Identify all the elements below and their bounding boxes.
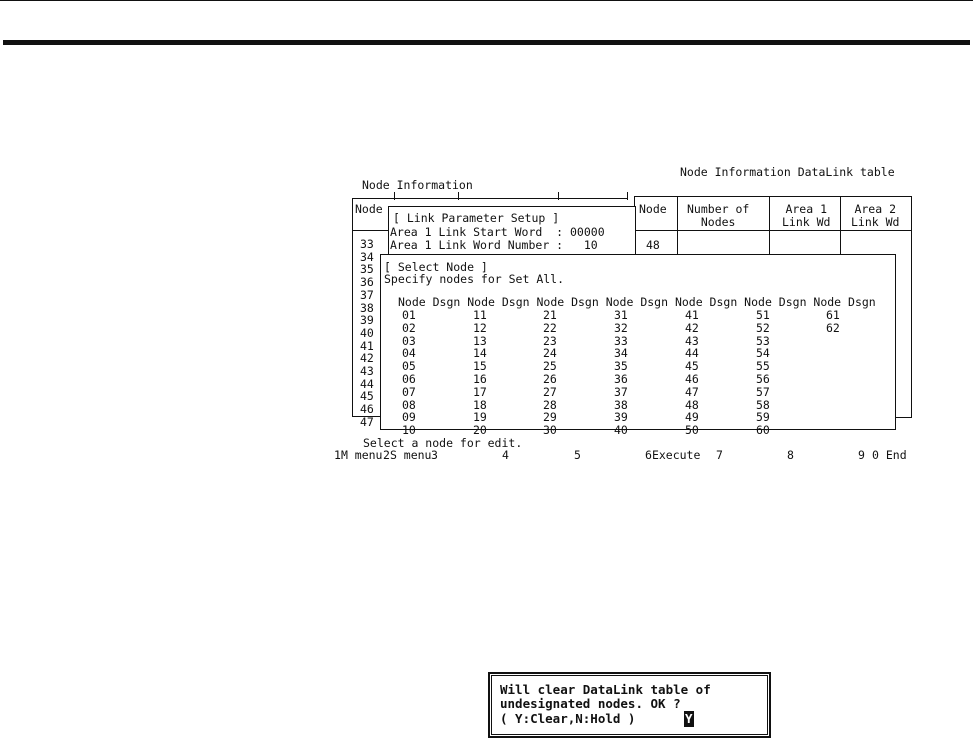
function-key-number: 7 [716, 448, 723, 462]
clear-confirm-dialog [488, 672, 771, 738]
node-option[interactable]: 61 [826, 308, 840, 322]
node-option[interactable]: 34 [614, 346, 628, 361]
cursor-char[interactable]: Y [685, 711, 693, 726]
datalink-table-title: Node Information DataLink table [680, 165, 895, 179]
node-option[interactable]: 56 [756, 372, 770, 386]
link-param-title: [ Link Parameter Setup ] [393, 211, 560, 225]
node-row-number[interactable]: 45 [360, 389, 374, 404]
node-option[interactable]: 54 [756, 346, 770, 361]
dl-header-number-of-nodes: Number of Nodes [687, 202, 750, 229]
area1-link-word-number[interactable]: Area 1 Link Word Number : 10 [390, 238, 598, 252]
node-option[interactable]: 10 [402, 423, 416, 438]
node-option[interactable]: 23 [543, 333, 557, 348]
node-option[interactable]: 48 [685, 397, 699, 412]
node-option[interactable]: 53 [756, 333, 770, 348]
node-row-number[interactable]: 42 [360, 351, 374, 366]
node-option[interactable]: 47 [685, 384, 699, 399]
function-key-1[interactable] [334, 449, 382, 462]
dialog-line-3: ( Y:Clear,N:Hold ) [500, 711, 636, 726]
node-row-number[interactable]: 34 [360, 249, 374, 264]
node-option[interactable]: 11 [473, 308, 487, 322]
function-key-4[interactable] [502, 449, 509, 462]
node-option[interactable]: 36 [614, 372, 628, 386]
node-option[interactable]: 28 [543, 397, 557, 412]
node-option[interactable]: 40 [614, 423, 628, 438]
function-key-2[interactable] [383, 449, 431, 462]
function-key-label: S menu [389, 448, 432, 462]
node-option[interactable]: 05 [402, 359, 416, 374]
node-option[interactable]: 22 [543, 320, 557, 335]
node-option[interactable]: 43 [685, 333, 699, 348]
select-node-title: [ Select Node ] [384, 260, 488, 274]
node-option[interactable]: 50 [685, 423, 699, 438]
node-option[interactable]: 51 [756, 308, 770, 322]
node-option[interactable]: 26 [543, 372, 557, 386]
node-option[interactable]: 38 [614, 397, 628, 412]
node-option[interactable]: 17 [473, 384, 487, 399]
node-option[interactable]: 07 [402, 384, 416, 399]
function-key-number: 0 [872, 448, 879, 462]
node-option[interactable]: 55 [756, 359, 770, 374]
node-row-number[interactable]: 35 [360, 262, 374, 277]
node-row-number[interactable]: 47 [360, 414, 374, 429]
node-option[interactable]: 18 [473, 397, 487, 412]
function-key-3[interactable] [431, 449, 438, 462]
function-key-number: 1 [334, 448, 341, 462]
function-key-number: 8 [787, 448, 794, 462]
node-option[interactable]: 44 [685, 346, 699, 361]
dl-header-node: Node [639, 202, 667, 216]
node-option[interactable]: 33 [614, 333, 628, 348]
node-row-number[interactable]: 36 [360, 275, 374, 290]
node-option[interactable]: 02 [402, 320, 416, 335]
top-rule [0, 0, 973, 1]
function-key-number: 5 [574, 448, 581, 462]
node-row-number[interactable]: 44 [360, 376, 374, 391]
dialog-line-2: undesignated nodes. OK ? [500, 696, 681, 711]
node-option[interactable]: 41 [685, 308, 699, 322]
dl-header-area1-link-wd: Area 1 Link Wd [782, 202, 831, 229]
node-option[interactable]: 21 [543, 308, 557, 322]
dialog-input-cursor[interactable] [684, 711, 694, 727]
node-option[interactable]: 31 [614, 308, 628, 322]
node-option[interactable]: 06 [402, 372, 416, 386]
node-option[interactable]: 16 [473, 372, 487, 386]
dl-header-area2-link-wd: Area 2 Link Wd [851, 202, 900, 229]
node-option[interactable]: 15 [473, 359, 487, 374]
function-key-label: Execute [651, 448, 701, 462]
header-rule [3, 40, 970, 45]
node-row-number[interactable]: 40 [360, 325, 374, 340]
function-key-6[interactable] [645, 449, 700, 462]
node-option[interactable]: 13 [473, 333, 487, 348]
node-option[interactable]: 29 [543, 410, 557, 425]
select-node-panel [380, 254, 896, 438]
function-key-number: 4 [502, 448, 509, 462]
node-option[interactable]: 39 [614, 410, 628, 425]
node-row-number[interactable]: 43 [360, 364, 374, 378]
node-option[interactable]: 08 [402, 397, 416, 412]
node-option[interactable]: 37 [614, 384, 628, 399]
node-option[interactable]: 32 [614, 320, 628, 335]
function-key-label: End [885, 448, 907, 462]
select-node-subtitle: Specify nodes for Set All. [384, 272, 565, 286]
node-row-number[interactable]: 46 [360, 402, 374, 417]
function-key-number: 6 [645, 448, 652, 462]
node-option[interactable]: 46 [685, 372, 699, 386]
node-option[interactable]: 04 [402, 346, 416, 361]
node-column-header: Node [355, 202, 383, 216]
node-information-title: Node Information [362, 178, 473, 192]
function-key-number: 2 [383, 448, 390, 462]
node-option[interactable]: 20 [473, 423, 487, 438]
node-option[interactable]: 60 [756, 423, 770, 438]
status-prompt: Select a node for edit. [363, 436, 523, 450]
function-key-8[interactable] [787, 449, 794, 462]
function-key-9[interactable] [858, 449, 865, 462]
node-option[interactable]: 14 [473, 346, 487, 361]
node-option[interactable]: 59 [756, 410, 770, 425]
link-parameter-setup-panel [388, 206, 636, 255]
node-option[interactable]: 09 [402, 410, 416, 425]
node-option[interactable]: 27 [543, 384, 557, 399]
node-option[interactable]: 30 [543, 423, 557, 438]
function-key-number: 9 [858, 448, 865, 462]
node-option[interactable]: 58 [756, 397, 770, 412]
function-key-label: M menu [340, 448, 383, 462]
node-option[interactable]: 35 [614, 359, 628, 374]
node-option[interactable]: 62 [826, 320, 840, 335]
node-row-number[interactable]: 39 [360, 313, 374, 328]
node-option[interactable]: 12 [473, 320, 487, 335]
node-option[interactable]: 49 [685, 410, 699, 425]
node-option[interactable]: 01 [402, 308, 416, 322]
dialog-line-1: Will clear DataLink table of [500, 682, 711, 697]
node-row-number[interactable]: 33 [360, 237, 374, 251]
dl-row-node[interactable]: 48 [646, 238, 660, 252]
node-option[interactable]: 42 [685, 320, 699, 335]
node-row-number[interactable]: 37 [360, 287, 374, 302]
node-option[interactable]: 52 [756, 320, 770, 335]
function-key-5[interactable] [574, 449, 581, 462]
select-node-header: Node Dsgn Node Dsgn Node Dsgn Node Dsgn Node Dsgn Node Dsgn Node Dsgn [398, 295, 876, 309]
node-option[interactable]: 25 [543, 359, 557, 374]
node-row-number[interactable]: 41 [360, 338, 374, 353]
area1-link-start-word[interactable]: Area 1 Link Start Word : 00000 [390, 225, 605, 239]
node-option[interactable]: 45 [685, 359, 699, 374]
function-key-0[interactable] [872, 449, 907, 462]
function-key-number: 3 [431, 448, 438, 462]
node-row-number[interactable]: 38 [360, 300, 374, 315]
node-option[interactable]: 19 [473, 410, 487, 425]
node-option[interactable]: 03 [402, 333, 416, 348]
node-option[interactable]: 57 [756, 384, 770, 399]
function-key-7[interactable] [716, 449, 723, 462]
node-option[interactable]: 24 [543, 346, 557, 361]
